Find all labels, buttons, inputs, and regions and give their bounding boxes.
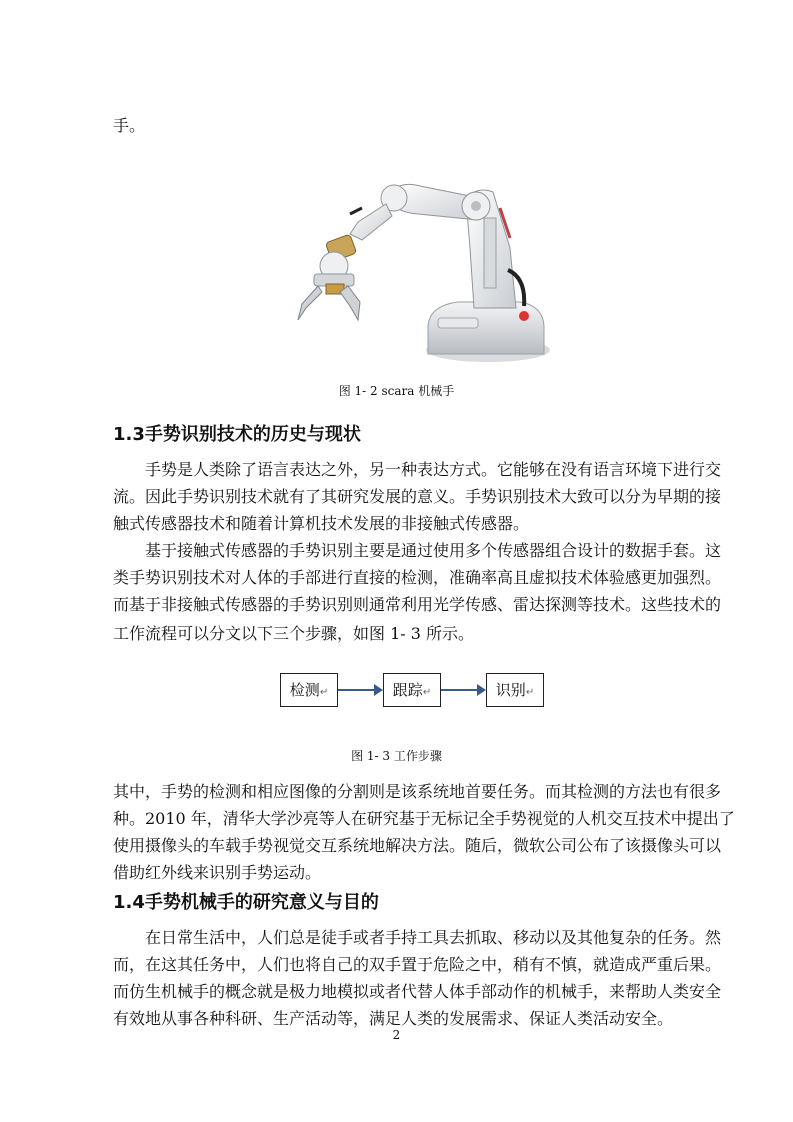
flow-arrow (338, 689, 374, 691)
return-mark: ↵ (319, 687, 329, 698)
paragraph-line: 而，在这其任务中，人们也将自己的双手置于危险之中，稍有不慎，就造成严重后果。 (113, 955, 722, 974)
section-1-4-heading: 1.4手势机械手的研究意义与目的 (113, 892, 379, 913)
workflow-diagram (280, 670, 545, 712)
flow-step-detect (280, 673, 338, 707)
paragraph-line: 手势是人类除了语言表达之外，另一种表达方式。它能够在没有语言环境下进行交 (145, 460, 722, 479)
paragraph-line: 种。2010 年，清华大学沙亮等人在研究基于无标记全手势视觉的人机交互技术中提出了 (113, 809, 735, 828)
paragraph-line: 触式传感器技术和随着计算机技术发展的非接触式传感器。 (113, 514, 530, 533)
flow-arrow (441, 689, 477, 691)
paragraph-line: 有效地从事各种科研、生产活动等，满足人类的发展需求、保证人类活动安全。 (113, 1009, 674, 1028)
paragraph-line: 其中，手势的检测和相应图像的分割则是该系统地首要任务。而其检测的方法也有很多 (113, 782, 722, 801)
robot-arm-image (288, 178, 560, 366)
figure-1-3-caption: 图 1- 3 工作步骤 (351, 749, 442, 763)
paragraph-line: 工作流程可以分文以下三个步骤，如图 1- 3 所示。 (113, 624, 475, 643)
arrow-head-icon (374, 684, 383, 696)
paragraph-line: 借助红外线来识别手势运动。 (113, 863, 322, 882)
paragraph-line: 而仿生机械手的概念就是极力地模拟或者代替人体手部动作的机械手，来帮助人类安全 (113, 982, 722, 1001)
flow-step-track (383, 673, 441, 707)
page-number: 2 (392, 1028, 401, 1042)
paragraph-line: 流。因此手势识别技术就有了其研究发展的意义。手势识别技术大致可以分为早期的接 (113, 487, 722, 506)
figure-1-2-caption: 图 1- 2 scara 机械手 (338, 384, 455, 398)
top-text-fragment: 手。 (113, 116, 146, 135)
paragraph-line: 使用摄像头的车载手势视觉交互系统地解决方法。随后，微软公司公布了该摄像头可以 (113, 836, 722, 855)
paragraph-line: 类手势识别技术对人体的手部进行直接的检测，准确率高且虚拟技术体验感更加强烈。 (113, 568, 722, 587)
paragraph-line: 而基于非接触式传感器的手势识别则通常利用光学传感、雷达探测等技术。这些技术的 (113, 595, 722, 614)
robot-arm-icon (288, 178, 560, 366)
section-1-3-heading: 1.3手势识别技术的历史与现状 (113, 424, 361, 445)
flow-step-label: 识别 (495, 681, 526, 699)
return-mark: ↵ (422, 687, 432, 698)
flow-step-recognize (486, 673, 544, 707)
return-mark: ↵ (525, 687, 535, 698)
flow-step-label: 检测 (289, 681, 320, 699)
paragraph-line: 基于接触式传感器的手势识别主要是通过使用多个传感器组合设计的数据手套。这 (145, 541, 722, 560)
paragraph-line: 在日常生活中，人们总是徒手或者手持工具去抓取、移动以及其他复杂的任务。然 (145, 928, 722, 947)
arrow-head-icon (477, 684, 486, 696)
flow-step-label: 跟踪 (392, 681, 423, 699)
